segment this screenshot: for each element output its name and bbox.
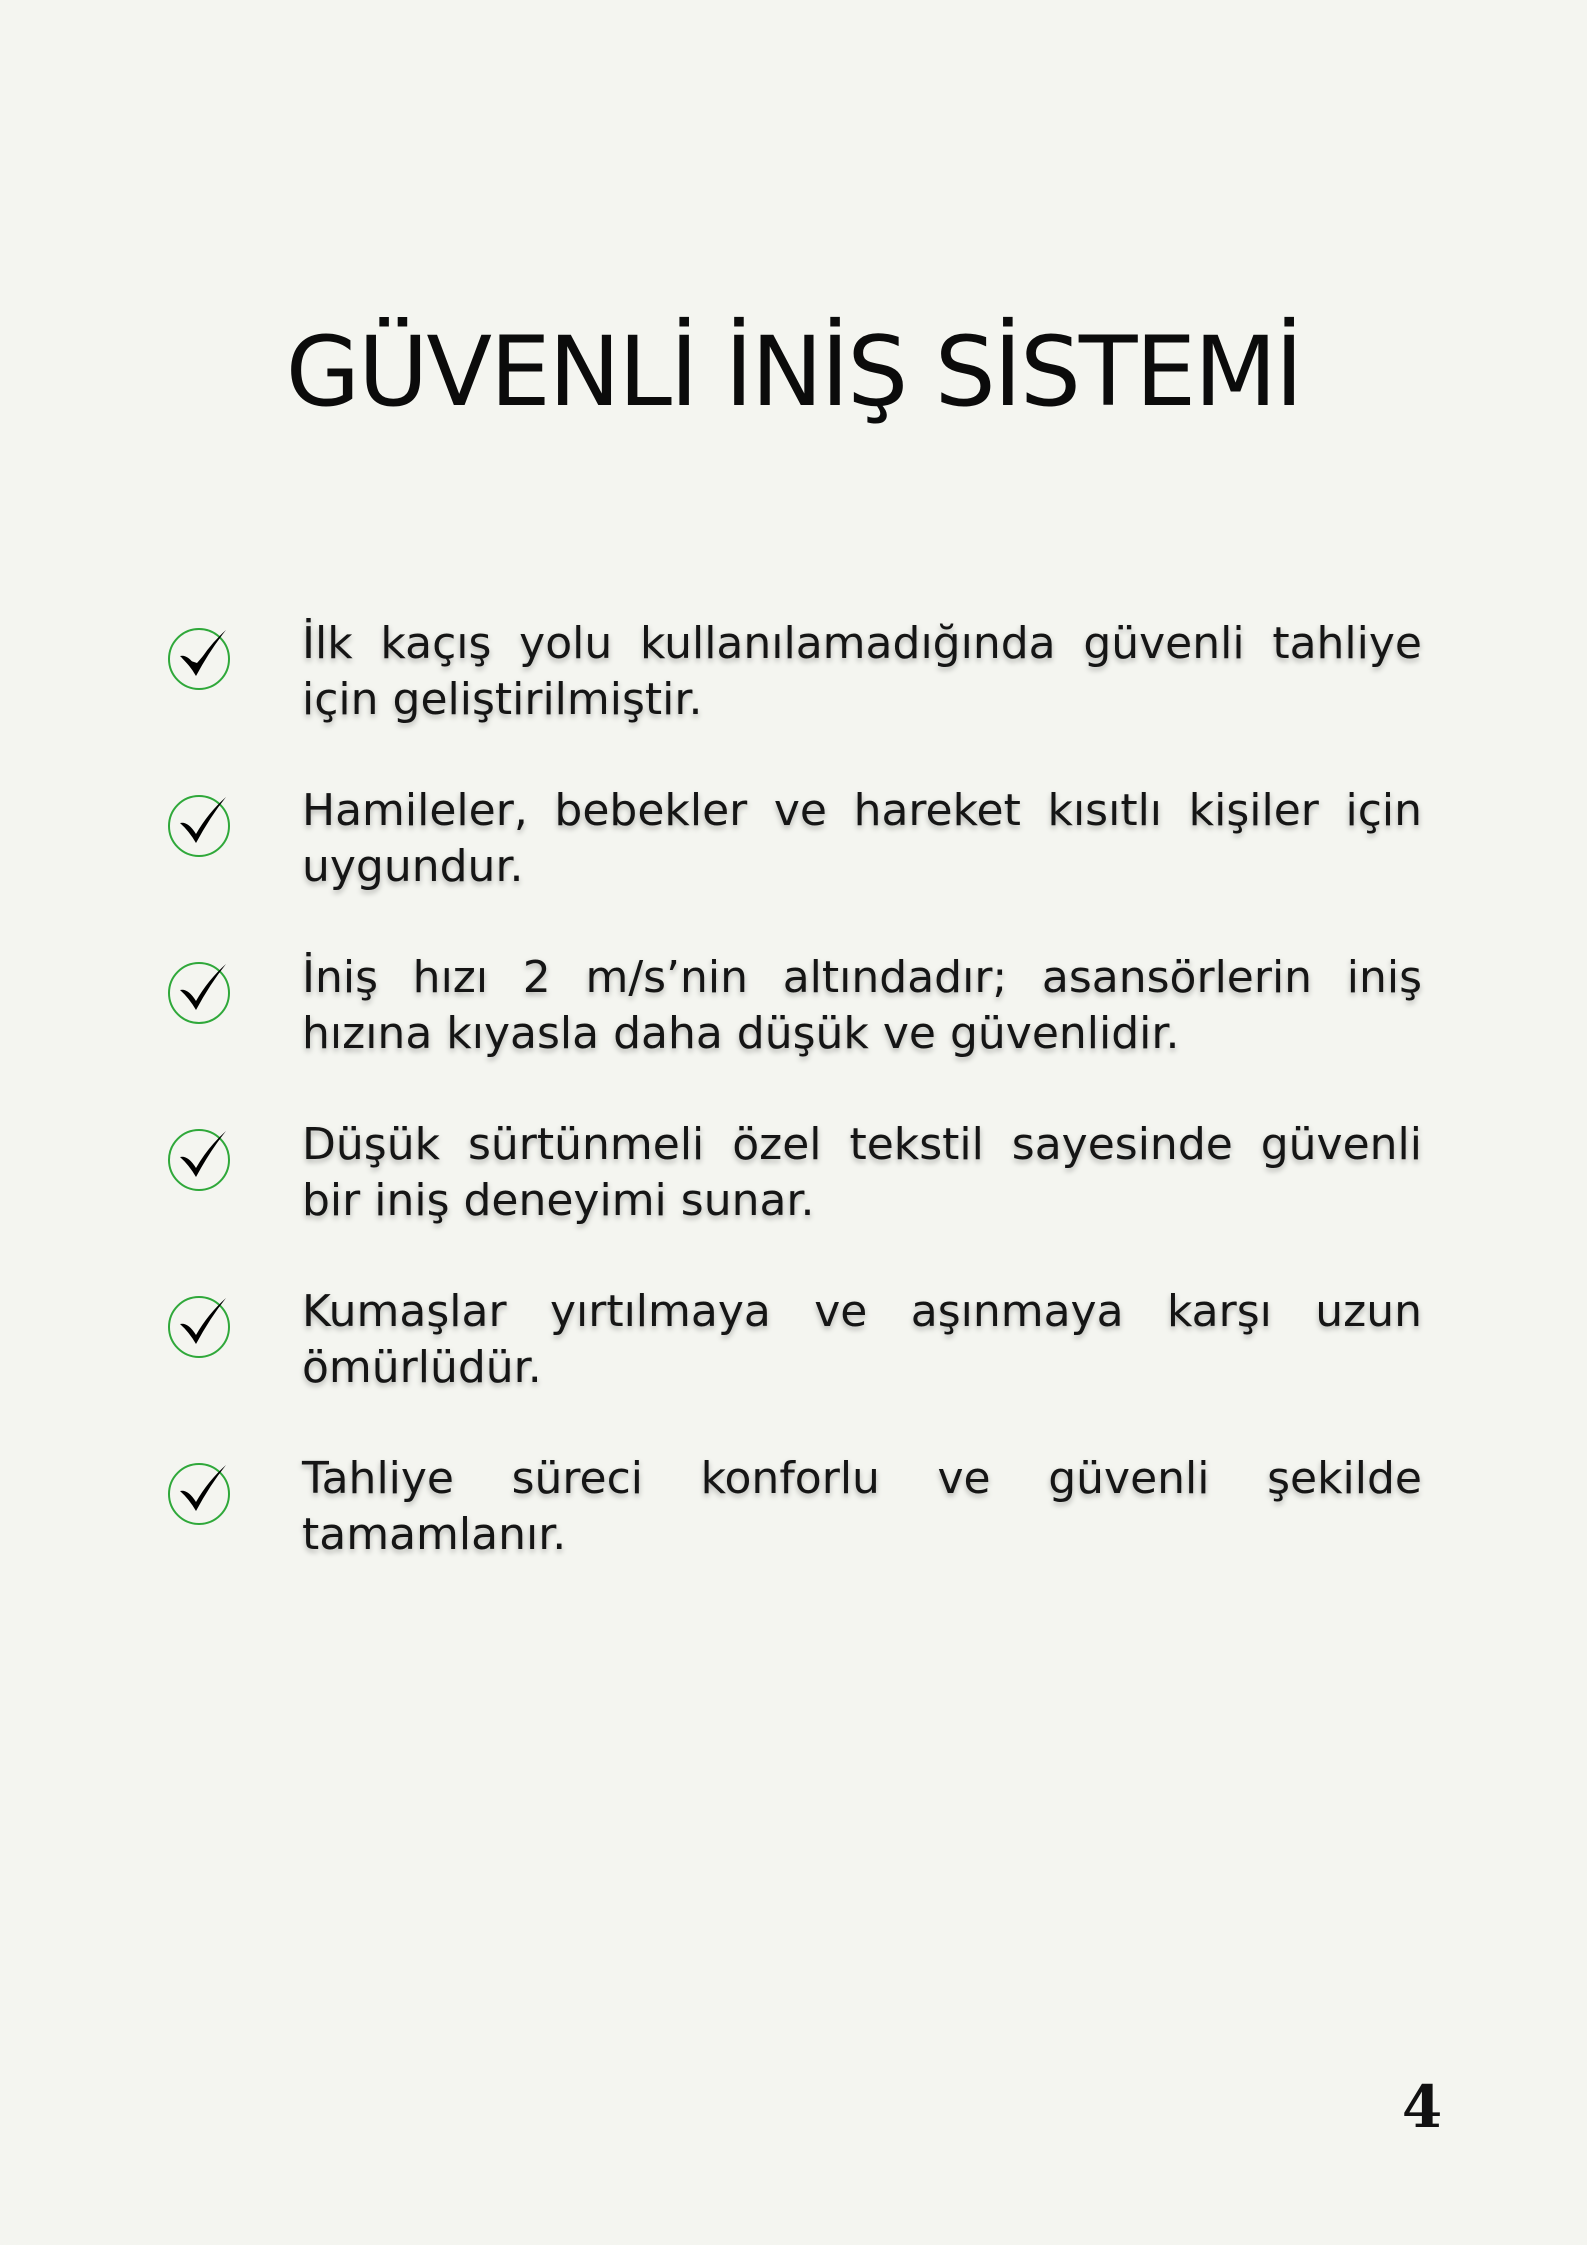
check-circle-icon <box>166 787 238 859</box>
list-item <box>166 950 1422 1117</box>
list-item-text: İlk kaçış yolu kullanılamadığında güvenli tahliye için geliştirilmiştir. <box>302 618 1422 725</box>
check-circle-icon <box>166 954 238 1026</box>
list-item <box>166 1284 1422 1451</box>
page-number: 4 <box>1401 2073 1443 2141</box>
list-item-text: Hamileler, bebekler ve hareket kısıtlı kişiler için uygundur. <box>302 785 1422 892</box>
check-circle-icon <box>166 1121 238 1193</box>
page-title: GÜVENLİ İNİŞ SİSTEMİ <box>285 316 1302 428</box>
check-circle-icon <box>166 620 238 692</box>
list-item-text: Kumaşlar yırtılmaya ve aşınmaya karşı uzun ömürlüdür. <box>302 1286 1422 1393</box>
feature-list <box>166 616 1422 1618</box>
list-item-text: İniş hızı 2 m/s’nin altındadır; asansörlerin iniş hızına kıyasla daha düşük ve güvenlidir. <box>302 952 1422 1059</box>
list-item-text: Düşük sürtünmeli özel tekstil sayesinde güvenli bir iniş deneyimi sunar. <box>302 1119 1422 1226</box>
list-item <box>166 783 1422 950</box>
list-item <box>166 1117 1422 1284</box>
list-item <box>166 616 1422 783</box>
list-item <box>166 1451 1422 1618</box>
check-circle-icon <box>166 1455 238 1527</box>
check-circle-icon <box>166 1288 238 1360</box>
list-item-text: Tahliye süreci konforlu ve güvenli şekilde tamamlanır. <box>302 1453 1422 1560</box>
